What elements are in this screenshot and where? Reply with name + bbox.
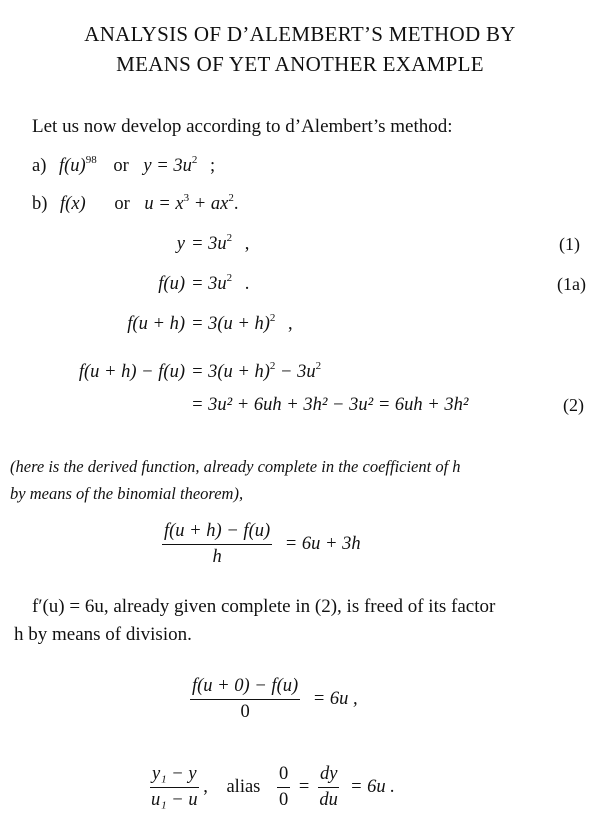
case-b-rhs2: + ax — [193, 194, 229, 214]
fraction-2-denominator: 0 — [240, 702, 250, 722]
eq-h-lhs: f(u + h) — [127, 314, 185, 334]
case-b-end: . — [233, 194, 239, 214]
fraction-2 — [190, 676, 358, 723]
case-b-or: or — [114, 194, 130, 214]
fraction-2-rhs: = 6u , — [312, 688, 358, 709]
eq-diff-rhs2: − 3u — [275, 362, 316, 382]
final-fraction-2-numerator: 0 — [277, 764, 290, 788]
case-a-label: a) — [32, 156, 47, 176]
eq2-number: (2) — [563, 395, 584, 415]
note-line-2: by means of the binomial theorem), — [10, 484, 244, 503]
case-b — [32, 194, 238, 215]
case-a-or: or — [113, 156, 129, 176]
final-alias: alias — [226, 776, 261, 797]
case-a — [32, 156, 215, 177]
final-fraction-2-denominator: 0 — [279, 790, 289, 810]
title-line-2: MEANS OF YET ANOTHER EXAMPLE — [116, 52, 484, 76]
final-fraction-3-numerator: dy — [318, 764, 339, 788]
fraction-1 — [162, 521, 361, 568]
eq1-pow: 2 — [226, 232, 233, 244]
case-b-pow1: 3 — [183, 192, 190, 204]
fraction-2-numerator: f(u + 0) − f(u) — [190, 676, 300, 700]
case-b-func: f(x) — [60, 194, 86, 214]
final-expression — [150, 764, 395, 811]
case-a-rhs: = 3u — [156, 156, 192, 176]
eq1-lhs: y — [176, 234, 185, 254]
final-rhs: = 6u . — [350, 776, 395, 797]
fraction-1-rhs: = 6u + 3h — [284, 533, 361, 554]
eq-diff-lhs: f(u + h) − f(u) — [78, 362, 185, 382]
case-a-end: ; — [209, 156, 216, 176]
eq-h-end: , — [288, 314, 293, 334]
final-fraction-1-denominator: u₁ − u — [150, 790, 198, 810]
eq1a-pow: 2 — [226, 272, 233, 284]
eq1-end: , — [244, 234, 250, 254]
eq-h-rhs-text: = 3(u + h) — [191, 314, 270, 334]
final-separator: , — [203, 776, 208, 797]
case-a-func: f(u) — [59, 156, 86, 176]
eq1-rhs — [191, 234, 249, 255]
eq1a-end: . — [244, 274, 250, 294]
case-b-pow2: 2 — [228, 192, 234, 204]
final-equals: = — [298, 776, 310, 797]
fraction-1-denominator: h — [212, 547, 222, 567]
intro-sentence: Let us now develop according to d’Alembert’s method: — [32, 116, 453, 137]
eq-diff-rhs — [191, 362, 321, 383]
eq1a-rhs — [191, 274, 249, 295]
eq1a-rhs-text: = 3u — [191, 274, 227, 294]
eq1-rhs-text: = 3u — [191, 234, 227, 254]
eq2-rhs: = 3u² + 6uh + 3h² − 3u² = 6uh + 3h² — [191, 395, 469, 415]
final-fraction-1-numerator: y₁ − y — [150, 764, 199, 788]
eq1-number: (1) — [559, 234, 580, 254]
case-a-exp: 98 — [85, 154, 97, 166]
case-b-rhs1: = x — [158, 194, 184, 214]
final-fraction-3-denominator: du — [319, 790, 338, 810]
case-b-lhs: u — [144, 194, 154, 214]
eq-h-rhs — [191, 314, 293, 335]
title-line-1: ANALYSIS OF D’ALEMBERT’S METHOD BY — [84, 22, 516, 46]
paragraph-line-2: h by means of division. — [14, 624, 192, 645]
note-line-1: (here is the derived function, already complete in the coefficient of h — [10, 457, 461, 476]
eq-h-pow: 2 — [269, 312, 276, 324]
eq-diff-pow2: 2 — [315, 360, 322, 372]
eq1a-lhs: f(u) — [158, 274, 185, 294]
paragraph-line-1-text: f′(u) = 6u, already given complete in (2), is freed of its factor — [32, 596, 496, 617]
eq-diff-pow: 2 — [269, 360, 276, 372]
paragraph-line-1 — [32, 596, 495, 618]
eq-diff-rhs-text: = 3(u + h) — [191, 362, 270, 382]
case-a-lhs: y — [143, 156, 152, 176]
eq1a-number: (1a) — [557, 274, 586, 294]
case-b-label: b) — [32, 194, 48, 214]
case-a-pow: 2 — [191, 154, 198, 166]
fraction-1-numerator: f(u + h) − f(u) — [162, 521, 272, 545]
